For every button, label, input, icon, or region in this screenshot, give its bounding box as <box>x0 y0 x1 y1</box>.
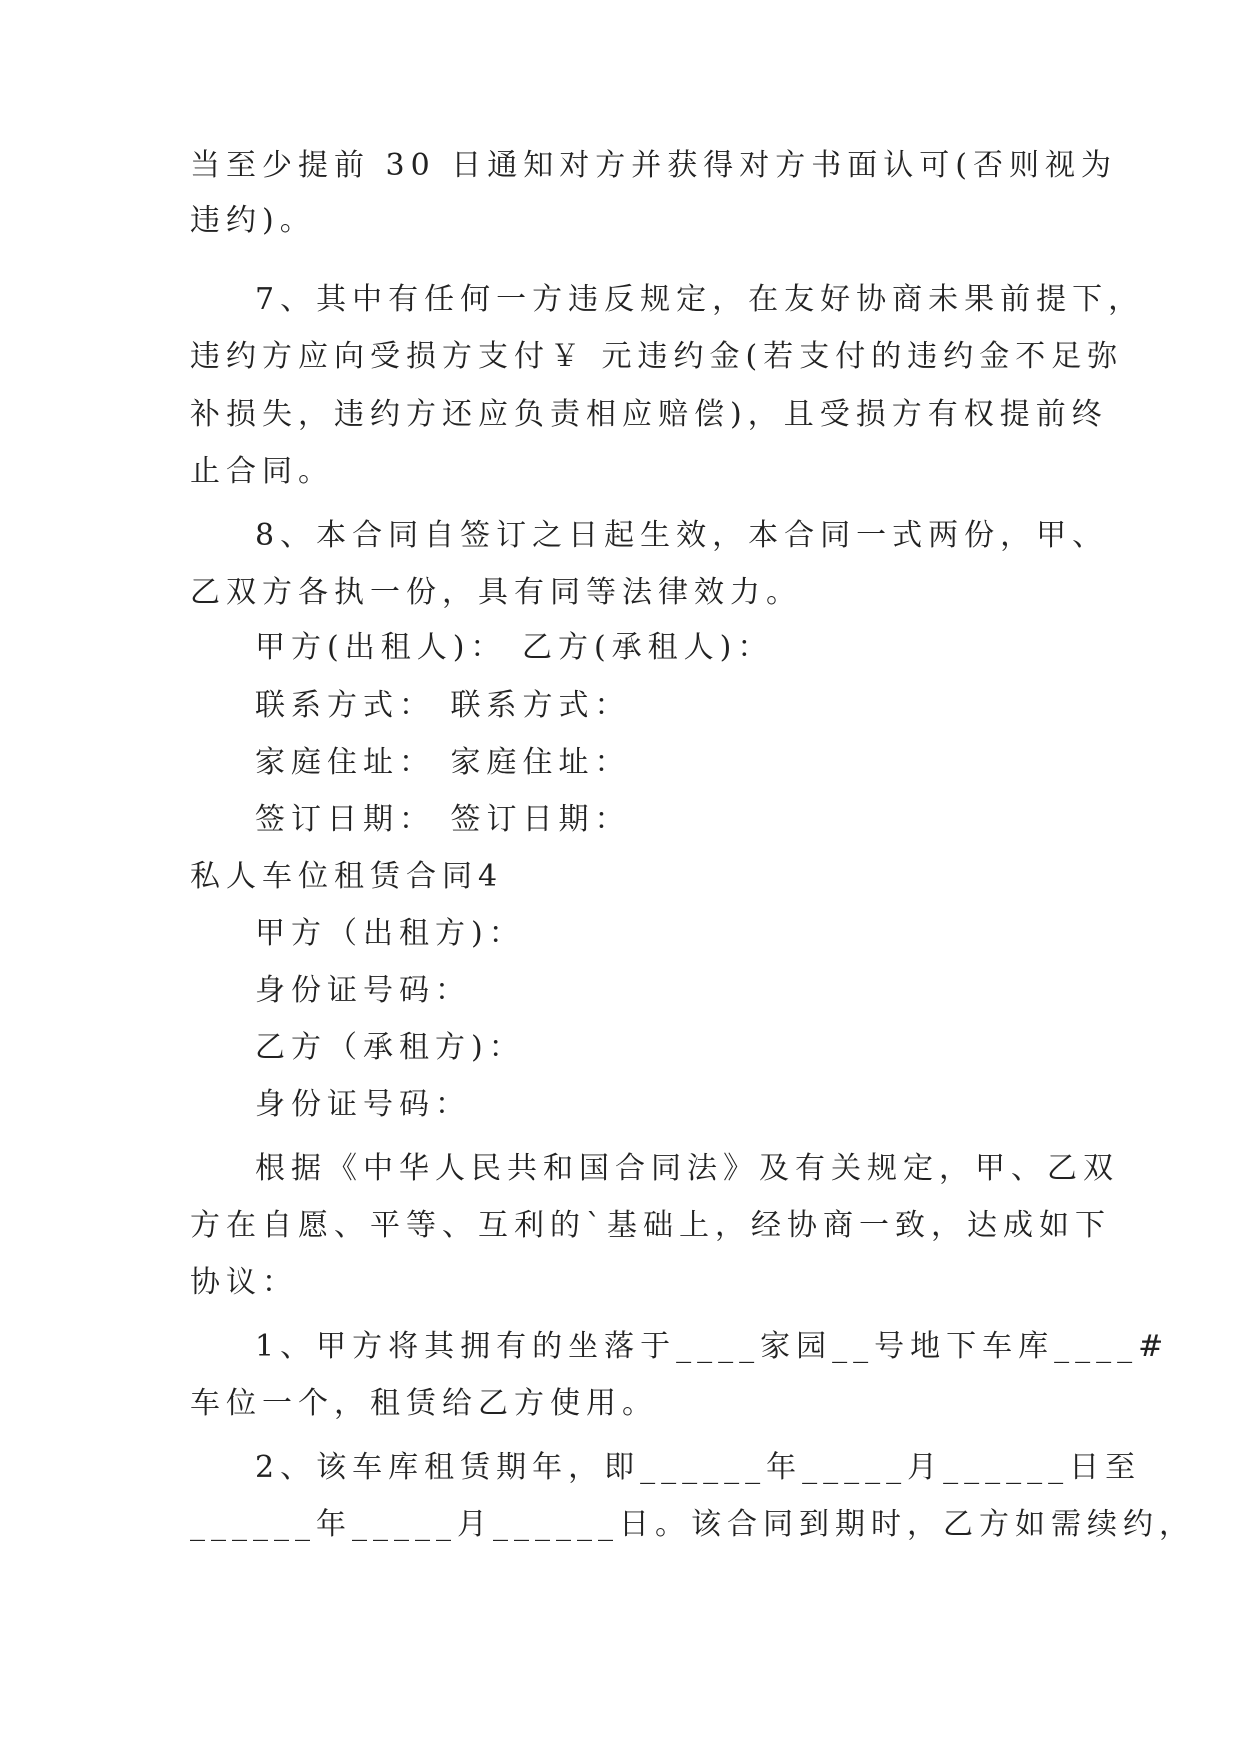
text-line: 违约方应向受损方支付￥ 元违约金(若支付的违约金不足弥 <box>190 339 1124 374</box>
section-title: 私人车位租赁合同4 <box>190 859 504 894</box>
text-line: 家庭住址： 家庭住址： <box>255 745 631 780</box>
text-line: 车位一个，租赁给乙方使用。 <box>190 1386 658 1421</box>
text-line: 乙双方各执一份，具有同等法律效力。 <box>190 575 802 610</box>
text-line: 方在自愿、平等、互利的`基础上，经协商一致，达成如下 <box>190 1208 1111 1243</box>
text-line: 违约)。 <box>190 203 316 238</box>
text-line: 根据《中华人民共和国合同法》及有关规定，甲、乙双 <box>255 1151 1119 1186</box>
text-line: 2、该车库租赁期年，即______年_____月______日至 <box>255 1450 1142 1485</box>
text-line: 联系方式： 联系方式： <box>255 688 631 723</box>
text-line: 当至少提前 30 日通知对方并获得对方书面认可(否则视为 <box>190 148 1117 183</box>
text-line: 甲方（出租方)： <box>255 916 525 951</box>
text-line: 身份证号码： <box>255 1087 471 1122</box>
text-line: 7、其中有任何一方违反规定，在友好协商未果前提下， <box>255 282 1145 317</box>
text-line: 甲方(出租人)： 乙方(承租人)： <box>255 630 774 665</box>
text-line: 身份证号码： <box>255 973 471 1008</box>
text-line: 1、甲方将其拥有的坐落于____家园__号地下车库____# <box>255 1329 1170 1364</box>
text-line: 8、本合同自签订之日起生效，本合同一式两份，甲、 <box>255 518 1109 553</box>
text-line: 止合同。 <box>190 454 334 489</box>
text-line: 乙方（承租方)： <box>255 1030 525 1065</box>
text-line: 协议： <box>190 1265 298 1300</box>
text-line: ______年_____月______日。该合同到期时，乙方如需续约， <box>190 1507 1195 1542</box>
text-line: 补损失，违约方还应负责相应赔偿)，且受损方有权提前终 <box>190 397 1108 432</box>
text-line: 签订日期： 签订日期： <box>255 802 631 837</box>
